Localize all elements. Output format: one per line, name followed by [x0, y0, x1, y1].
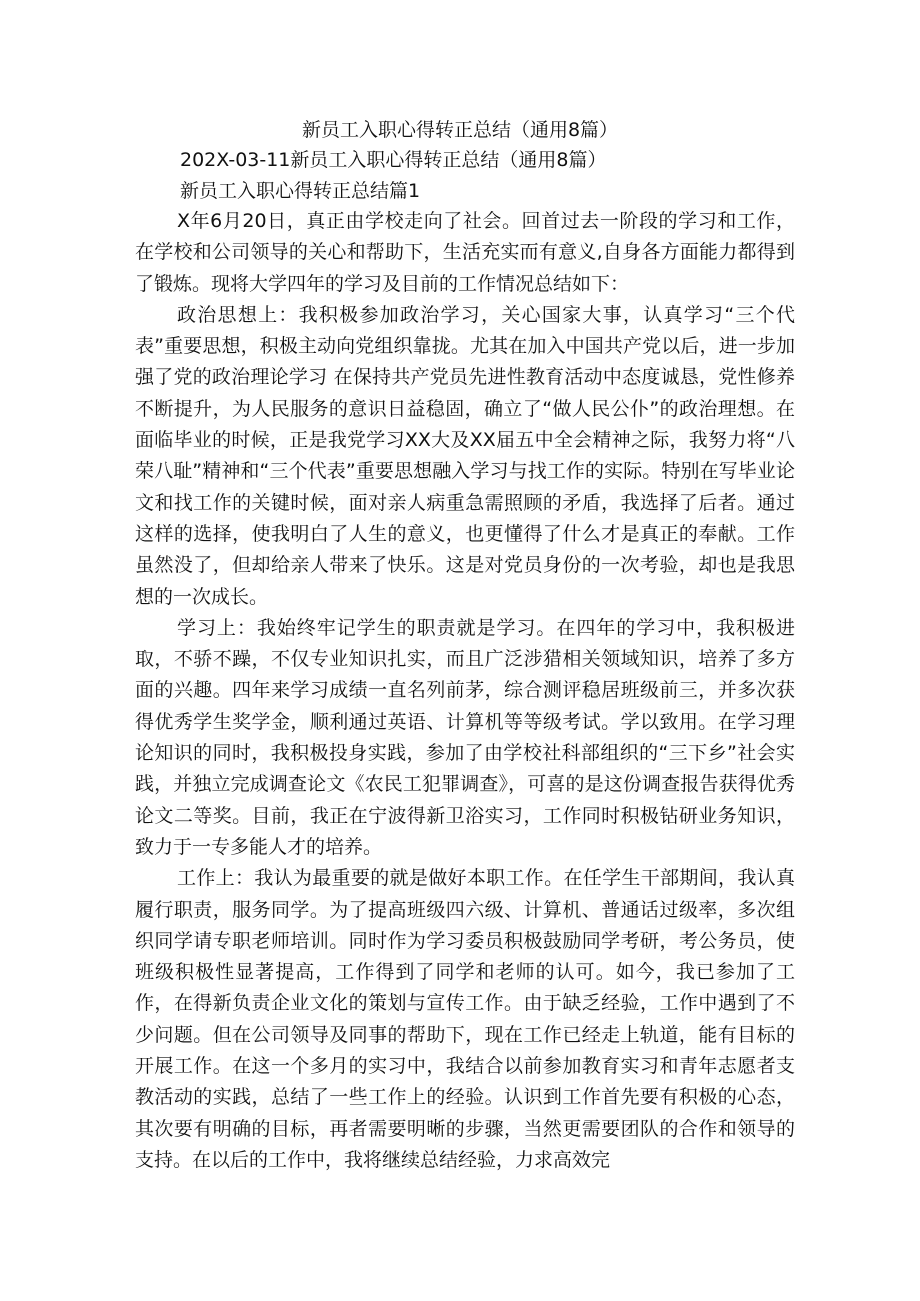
section-heading: 新员工入职心得转正总结篇1 [180, 180, 421, 202]
paragraph-political: 政治思想上：我积极参加政治学习，关心国家大事，认真学习“三个代表”重要思想，积极主动向党组织靠拢。尤其在加入中国共产党以后，进一步加强了党的政治理论学习 在保持共产党员先进性教育活动中态度诚恳，党性修养不断提升，为人民服务的意识日益稳固，确立了“做人民公仆”的政治理想。在面临毕业的时候，正是我党学习XX大及XX届五中全会精神之际，我努力将“八荣八耻”精神和“三个代表”重要思想融入学习与找工作的实际。特别在写毕业论文和找工作的关键时候，面对亲人病重急需照顾的矛盾，我选择了后者。通过这样的选择，使我明白了人生的意义，也更懂得了什么才是真正的奉献。工作虽然没了，但却给亲人带来了快乐。这是对党员身份的一次考验，却也是我思想的一次成长。 [135, 303, 795, 608]
paragraph-study: 学习上：我始终牢记学生的职责就是学习。在四年的学习中，我积极进取，不骄不躁，不仅专业知识扎实，而且广泛涉猎相关领域知识，培养了多方面的兴趣。四年来学习成绩一直名列前茅，综合测评稳居班级前三，并多次获得优秀学生奖学金，顺利通过英语、计算机等等级考试。学以致用。在学习理论知识的同时，我积极投身实践，参加了由学校社科部组织的“三下乡”社会实践，并独立完成调查论文《农民工犯罪调查》，可喜的是这份调查报告获得优秀论文二等奖。目前，我正在宁波得新卫浴实习，工作同时积极钻研业务知识，致力于一专多能人才的培养。 [135, 616, 795, 858]
document-title: 新员工入职心得转正总结（通用8篇） [301, 119, 619, 141]
paragraph-work: 工作上：我认为最重要的就是做好本职工作。在任学生干部期间，我认真履行职责，服务同学。为了提高班级四六级、计算机、普通话过级率，多次组织同学请专职老师培训。同时作为学习委员积极鼓励同学考研，考公务员，使班级积极性显著提高，工作得到了同学和老师的认可。如今，我已参加了工作，在得新负责企业文化的策划与宣传工作。由于缺乏经验，工作中遇到了不少问题。但在公司领导及同事的帮助下，现在工作已经走上轨道，能有目标的开展工作。在这一个多月的实习中，我结合以前参加教育实习和青年志愿者支教活动的实践，总结了一些工作上的经验。认识到工作首先要有积极的心态，其次要有明确的目标，再者需要明晰的步骤，当然更需要团队的合作和领导的支持。在以后的工作中，我将继续总结经验，力求高效完 [135, 867, 795, 1171]
document-body [135, 206, 795, 1176]
paragraph-intro: X年6月20日，真正由学校走向了社会。回首过去一阶段的学习和工作，在学校和公司领导的关心和帮助下，生活充实而有意义,自身各方面能力都得到了锻炼。现将大学四年的学习及目前的工作情况总结如下： [135, 210, 795, 295]
date-title-line: 202X-03-11新员工入职心得转正总结（通用8篇） [180, 149, 607, 171]
